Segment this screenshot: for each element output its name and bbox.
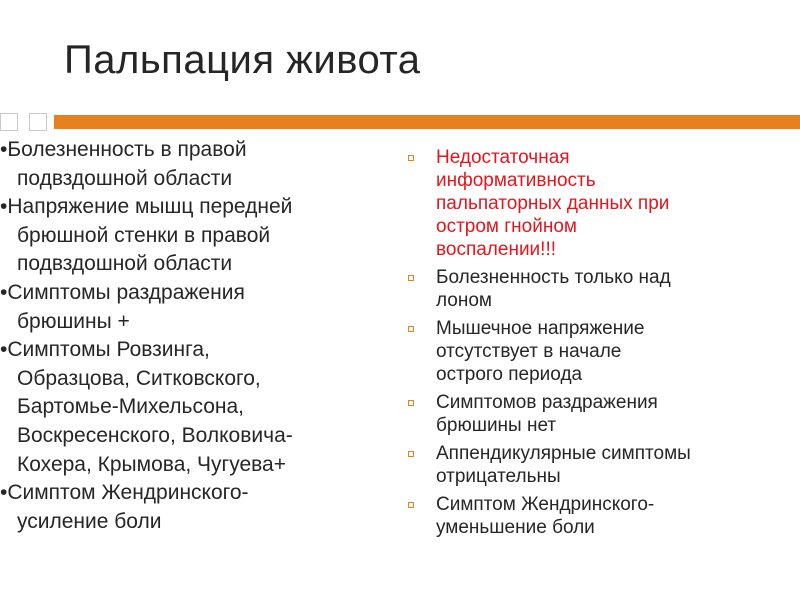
- square-bullet-icon: [408, 155, 414, 161]
- right-list-item-line: отсутствует в начале: [436, 341, 622, 362]
- left-list-item-line: брюшины +: [17, 309, 130, 333]
- slide-title: Пальпация живота: [64, 38, 421, 82]
- right-list-item-line: остром гнойном: [436, 216, 577, 237]
- left-list-item-line: •Напряжение мышц передней: [0, 195, 293, 219]
- left-list-item-line: брюшной стенки в правой: [17, 223, 271, 247]
- right-list-item-line: информативность: [436, 170, 596, 191]
- right-list-item: [408, 442, 788, 488]
- left-list-item-line: подвздошной области: [17, 252, 233, 276]
- right-list-item-line: воспалении!!!: [436, 239, 557, 260]
- left-list-item-line: Воскресенского, Волковича-: [17, 423, 293, 447]
- right-column-list: [408, 146, 788, 544]
- square-bullet-icon: [408, 275, 414, 281]
- left-list-item-line: Кохера, Крымова, Чугуева+: [17, 452, 287, 476]
- right-list-item-line: Симптомов раздражения: [436, 392, 658, 413]
- title-divider: [0, 113, 800, 131]
- right-list-item-line: отрицательны: [436, 466, 561, 487]
- right-list-item-line: Аппендикулярные симптомы: [436, 443, 691, 464]
- right-list-item-line: Недостаточная: [436, 147, 570, 168]
- right-list-item-line: Мышечное напряжение: [436, 318, 645, 339]
- left-list-item: [0, 279, 390, 336]
- right-list-item-line: острого периода: [436, 364, 583, 385]
- right-list-item: [408, 146, 788, 261]
- divider-square: [0, 113, 18, 131]
- square-bullet-icon: [408, 451, 414, 457]
- divider-square: [29, 113, 47, 131]
- left-list-item-line: •Болезненность в правой: [0, 138, 247, 161]
- right-list-item-line: пальпаторных данных при: [436, 193, 670, 214]
- left-list-item-line: Образцова, Ситковского,: [17, 366, 261, 390]
- left-list-item-line: Бартомье-Михельсона,: [17, 395, 244, 419]
- right-list-item-line: Симптом Жендринского-: [436, 494, 655, 515]
- right-list-item-line: Болезненность только над: [436, 267, 671, 288]
- right-list-item: [408, 391, 788, 437]
- left-list-item: [0, 136, 390, 193]
- divider-bar: [54, 115, 800, 129]
- left-list-item-line: подвздошной области: [17, 166, 233, 190]
- left-list-item: [0, 193, 390, 279]
- right-list-item-line: уменьшение боли: [436, 517, 595, 538]
- left-list-item-line: •Симптом Жендринского-: [0, 481, 249, 505]
- left-list-item-line: усиление боли: [17, 509, 162, 533]
- right-list-item-line: лоном: [436, 290, 492, 311]
- right-list-item: [408, 493, 788, 539]
- left-column-list: [0, 136, 390, 536]
- right-list-item-line: брюшины нет: [436, 415, 557, 436]
- left-list-item: [0, 479, 390, 536]
- left-list-item-line: •Симптомы раздражения: [0, 280, 245, 304]
- square-bullet-icon: [408, 502, 414, 508]
- square-bullet-icon: [408, 400, 414, 406]
- left-list-item-line: •Симптомы Ровзинга,: [0, 338, 210, 362]
- right-list-item: [408, 317, 788, 386]
- square-bullet-icon: [408, 326, 414, 332]
- right-list-item: [408, 266, 788, 312]
- left-list-item: [0, 336, 390, 479]
